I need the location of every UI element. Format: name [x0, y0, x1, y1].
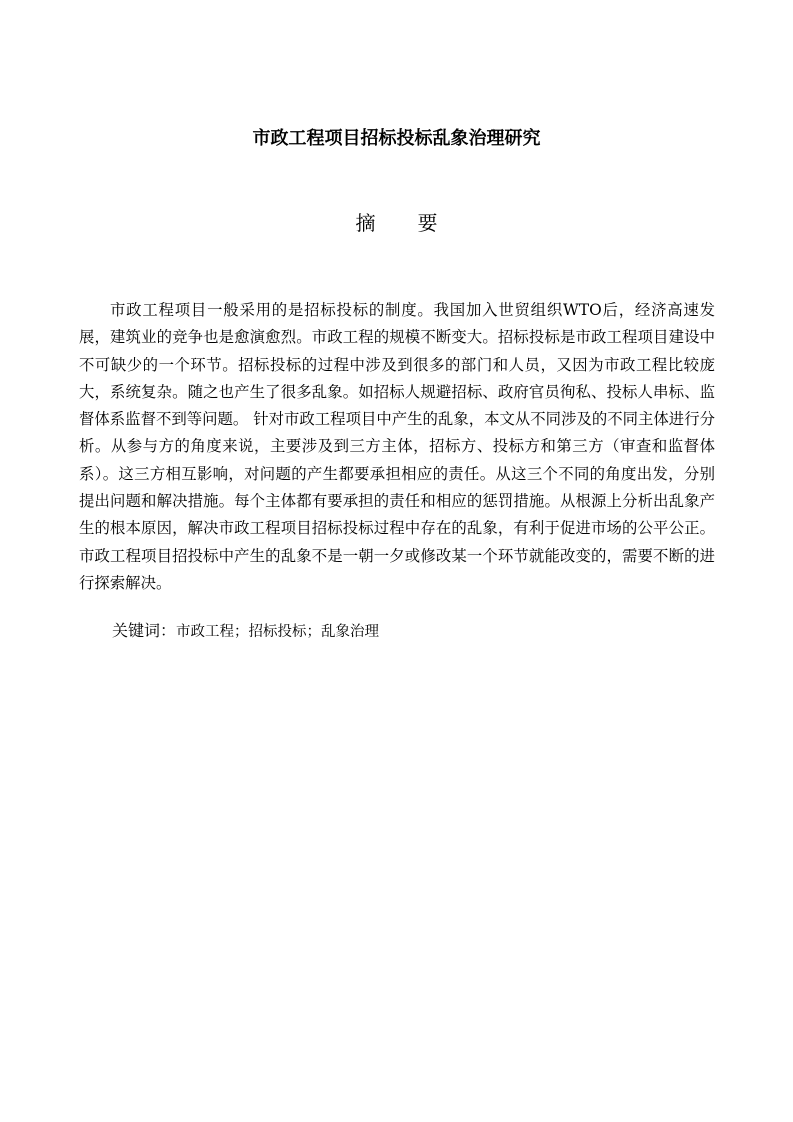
keywords-label: 关键词： — [112, 621, 177, 640]
abstract-heading-char-2: 要 — [417, 211, 438, 235]
document-title: 市政工程项目招标投标乱象治理研究 — [252, 128, 541, 149]
keywords-text: 市政工程；招标投标；乱象治理 — [176, 624, 380, 640]
abstract-heading-char-1: 摘 — [355, 211, 376, 235]
abstract-body: 市政工程项目一般采用的是招标投标的制度。我国加入世贸组织WTO后，经济高速发展，建筑业的竞争也是愈演愈烈。市政工程的规模不断变大。招标投标是市政工程项目建设中不可缺少的一个环节。招标投标的过程中涉及到很多的部门和人员，又因为市政工程比较庞大，系统复杂。随之也产生了很多乱象。如招标人规避招标、政府官员徇私、投标人串标、监督体系监督不到等问题。 针对市政工程项目中产生的乱象，本文从不同涉及的不同主体进行分析。从参与方的角度来说，主要涉及到三方主体，招标方、投标方和第三方（审查和监督体系）。这三方相互影响，对问题的产生都要承担相应的责任。从这三个不同的角度出发，分别提出问题和解决措施。每个主体都有要承担的责任和相应的惩罚措施。从根源上分析出乱象产生的根本原因，解决市政工程项目招标投标过程中存在的乱象，有利于促进市场的公平公正。市政工程项目招投标中产生的乱象不是一朝一夕或修改某一个环节就能改变的，需要不断的进行探索解决。 — [79, 301, 715, 592]
keywords-line — [112, 618, 712, 645]
abstract-heading — [0, 208, 793, 238]
